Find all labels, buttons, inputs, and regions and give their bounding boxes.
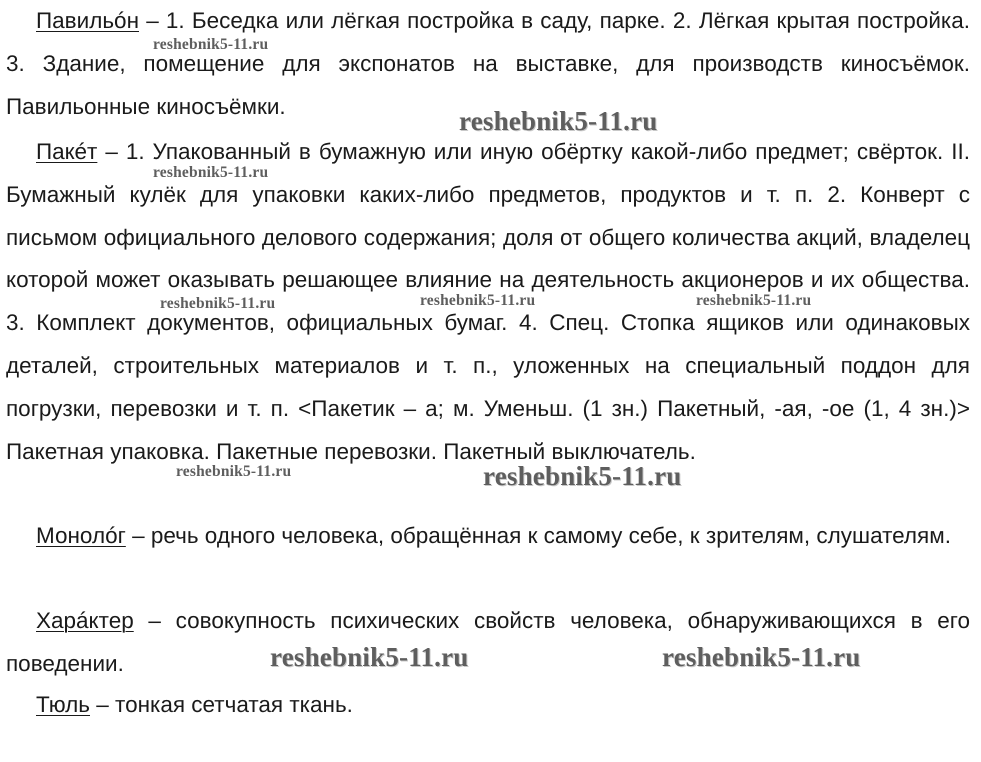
dictionary-entry-tyul	[6, 684, 970, 727]
entry-definition: – 1. Упакованный в бумажную или иную обёртку какой-либо предмет; свёрток. II. Бумажный кулёк для упаковки каких-либо предметов, продуктов и т. п. 2. Конверт с письмом официального делового содержания; доля от общего количества акций, владелец которой может оказывать решающее влияние на деятельность акционеров и их общества. 3. Комплект документов, официальных бумаг. 4. Спец. Стопка ящиков или одинаковых деталей, строительных материалов и т. п., уложенных на специальный поддон для погрузки, перевозки и т. п. <Пакетик – а; м. Уменьш. (1 зн.) Пакетный, -ая, -ое (1, 4 зн.)> Пакетная упаковка. Пакетные перевозки. Пакетный выключатель.	[6, 139, 970, 464]
watermark: reshebnik5-11.ru	[153, 36, 269, 53]
dictionary-entry-monolog	[6, 515, 970, 558]
entry-headword: Тюль	[36, 692, 90, 717]
entry-headword: Монолóг	[36, 523, 126, 548]
watermark: reshebnik5-11.ru	[153, 164, 269, 181]
watermark: reshebnik5-11.ru	[160, 295, 276, 312]
entry-headword: Павильóн	[36, 8, 139, 33]
watermark: reshebnik5-11.ru	[420, 292, 536, 309]
entry-definition: – совокупность психических свойств человека, обнаруживающихся в его поведении.	[6, 608, 970, 676]
watermark: reshebnik5-11.ru	[483, 461, 682, 491]
watermark: reshebnik5-11.ru	[662, 642, 861, 672]
entry-headword: Харáктер	[36, 608, 134, 633]
entry-headword: Пакéт	[36, 139, 98, 164]
entry-definition: – 1. Беседка или лёгкая постройка в саду, парке. 2. Лёгкая крытая постройка. 3. Здание, помещение для экспонатов на выставке, для производств киносъёмок. Павильонные киносъёмки.	[6, 8, 970, 119]
watermark: reshebnik5-11.ru	[176, 463, 292, 480]
watermark: reshebnik5-11.ru	[696, 292, 812, 309]
entry-definition: – тонкая сетчатая ткань.	[90, 692, 353, 717]
entry-definition: – речь одного человека, обращённая к самому себе, к зрителям, слушателям.	[125, 523, 951, 548]
watermark: reshebnik5-11.ru	[270, 642, 469, 672]
watermark: reshebnik5-11.ru	[459, 106, 658, 136]
